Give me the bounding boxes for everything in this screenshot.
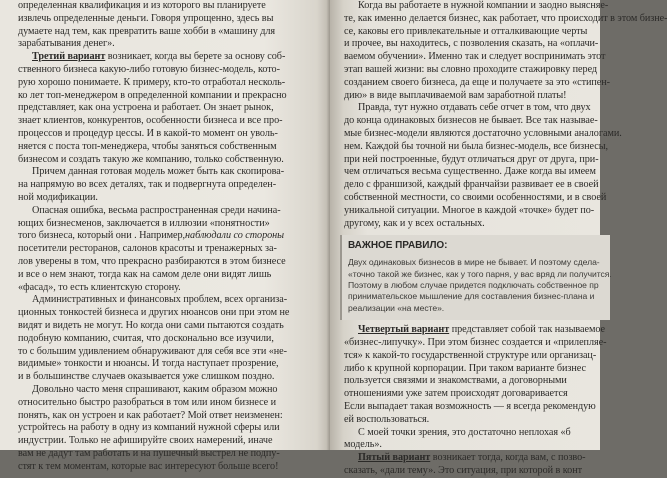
right-page (330, 0, 667, 476)
text-line: и в большинстве случаев оказывается уже слишком поздно. (18, 371, 275, 383)
text-line: Третий вариант возникает, когда вы берете за основу соб- (32, 51, 286, 63)
text-line: Пятый вариант возникает тогда, когда вам, с позво- (358, 452, 586, 464)
text-line: ко лет топ-менеджером в определенной компании и прекрасно (18, 89, 287, 101)
left-page-text (18, 0, 314, 473)
text-line: зарабатывания денег». (18, 38, 115, 50)
rule-line: принимательское мышление для составления бизнес-плана и (348, 291, 595, 302)
text-line: Правда, тут нужно отдавать себе отчет в том, что двух (358, 102, 591, 114)
important-rule-title: ВАЖНОЕ ПРАВИЛО: (348, 240, 448, 252)
text-line: ственного бизнеса какую-либо готовую бизнес-модель, кото- (18, 63, 280, 75)
text-line: лов уверены в том, что прекрасно разбираются в этом бизнесе (18, 255, 286, 267)
text-line: Административных и финансовых проблем, всех организа- (32, 294, 288, 306)
process-phrase: процессов и процедур (18, 127, 114, 139)
text-line: этап вашей жизни: вы словно проходите стажировку перед (344, 63, 598, 75)
text-line: ной модификации. (18, 191, 98, 203)
text-line: то с большим удивлением обнаруживают для себя все эти «не- (18, 345, 287, 357)
text-line: подобную компанию, считая, что досконально все изучили, (18, 332, 274, 344)
text-line: того бизнеса, который они . Например,наблюдали со стороны (18, 230, 285, 242)
text-line: устройтесь на работу в одну из компаний нужной сферы или (18, 422, 280, 434)
text-line: видят и видеть не могут. Но когда они сами пытаются создать (18, 319, 284, 331)
text-line: нем. Каждой бы точной ни была бизнес-модель, все бизнесы, (344, 140, 609, 152)
text-line: отношениями уже затем происходят договаривается (344, 388, 568, 400)
text-line: знает клиентов, конкурентов, особенности бизнеса и все про- (18, 115, 283, 127)
text-line: пользуется связями и знакомствами, а договорными (344, 375, 567, 387)
text-line: се, каковы его привлекательные и отталкивающие черты (344, 25, 588, 37)
text-line: определенная квалификация и из которого вы планируете (18, 0, 266, 11)
text-line: модель». (344, 439, 382, 451)
fifth-variant-label: Пятый вариант (358, 452, 431, 464)
text-line: думаете над тем, как превратить ваше хобби в «машину для (18, 25, 276, 37)
text-line: рую хорошо понимаете. К примеру, кто-то отработал несколь- (18, 76, 286, 88)
text-line: ей воспользоваться. (344, 413, 430, 425)
text-line: стят к тем моментам, которые вас интересуют больше всего! (18, 460, 279, 472)
text-line: до конца одинаковых бизнесов не бывает. Все так называе- (344, 115, 598, 127)
text-line: индустрии. Только не афишируйте своих намерений, иначе (18, 435, 273, 447)
text-line: Когда вы работаете в нужной компании и заодно выясняе- (358, 0, 609, 11)
text-line: те, как именно делается бизнес, как работает, что происходит в этом бизне- (344, 12, 667, 24)
text-line: чем отличаться весьма существенно. Даже когда вы имеем (344, 166, 596, 178)
third-variant-label: Третий вариант (32, 51, 106, 63)
text-line: извлечь определенные деньги. Говоря упрощенно, здесь вы (18, 12, 274, 24)
text-line: созданием своего бизнеса, да еще и получаете за это «стипен- (344, 76, 611, 88)
fourth-variant-label: Четвертый вариант (358, 324, 450, 336)
text-line: вам не дадут там работать и на пушечный выстрел не подпу- (18, 447, 280, 459)
text-line: Довольно часто меня спрашивают, каким образом можно (32, 383, 278, 395)
text-line: ющих бизнесменов, заключается в иллюзии «понятности» (18, 217, 270, 229)
text-line: бизнесом и создать такую же компанию, только собственную. (18, 153, 284, 165)
text-line: «бизнес-липучку». При этом бизнес создается и «прилепляе- (344, 336, 607, 348)
text-line: С моей точки зрения, это достаточно неплохая «б (358, 426, 571, 438)
text-line: ционных тонкостей бизнеса и других нюансов они при этом не (18, 307, 290, 319)
text-line: посетители ресторанов, салонов красоты и тренажерных за- (18, 243, 277, 255)
important-rule-box (340, 235, 610, 320)
text-line: представляет, как она устроена и работает. Он знает рынок, (18, 102, 274, 114)
text-line: дело с франшизой, каждый франчайзи развивает ее в своей (344, 179, 599, 191)
text-line: при ней построенные, будут отличаться друг от друга, при- (344, 153, 599, 165)
rule-line: Поэтому в любом случае придется подключать собственное пр (348, 279, 599, 290)
text-line: другому, как и у всех остальных. (344, 217, 485, 229)
text-line: и все о нем знают, тогда как на самом деле они видят лишь (18, 268, 272, 280)
text-line: относительно быстро разобраться в том или ином бизнесе и (18, 396, 277, 408)
text-line: на напрямую во всех деталях, так и подвергнута определен- (18, 179, 277, 191)
text-line: мые бизнес-модели являются достаточно условными аналогами. (344, 127, 622, 139)
text-line: понять, как он устроен и как работает? Мой ответ неизменен: (18, 409, 283, 421)
text-line: няется с поста топ-менеджера, чтобы заняться собственным (18, 140, 277, 152)
text-line: уникальной ситуации. Многое в каждой «точке» будет по- (344, 204, 595, 216)
text-line: либо к крупной корпорации. При таком варианте бизнес (344, 362, 587, 374)
text-line: Четвертый вариант представляет собой так называемое (358, 324, 605, 336)
text-line: дию» в виде выплачиваемой вам заработной платы! (344, 89, 567, 101)
right-page-text (344, 0, 667, 478)
observe-phrase: наблюдали со стороны (185, 230, 285, 242)
text-line: Если выпадает такая возможность — я всегда рекомендую (344, 400, 596, 412)
text-line: тся» к какой-то государственной структуре или организац- (344, 349, 597, 361)
text-line: сказать, «дали тему». Это ситуация, при которой в конт (344, 464, 582, 476)
text-line: видимые» тонкости и нюансы. И тогда наступает прозрение, (18, 358, 279, 370)
rule-line: Двух одинаковых бизнесов в мире не бывает. И поэтому сдела- (348, 257, 600, 268)
text-line: процессов и процедур цессы. И в какой-то момент он уволь- (18, 127, 278, 139)
left-page (0, 0, 330, 472)
text-line: ваемом обучении». Именно так и следует воспринимать этот (344, 51, 606, 63)
text-line: и прочее, вы находитесь, с позволения сказать, на «оплачи- (344, 38, 599, 50)
rule-line: «точно такой же бизнес, как у того парня, у вас вряд ли получится. (348, 268, 612, 279)
text-line: «фасад», то есть клиентскую сторону. (18, 281, 181, 293)
text-line: Причем данная готовая модель может быть как скопирова- (32, 166, 285, 178)
rule-line: реализации «на месте». (348, 302, 445, 313)
text-line: собственной местности, со своими особенностями, и в своей (344, 191, 607, 203)
text-line: Опасная ошибка, весьма распространенная среди начина- (32, 204, 281, 216)
